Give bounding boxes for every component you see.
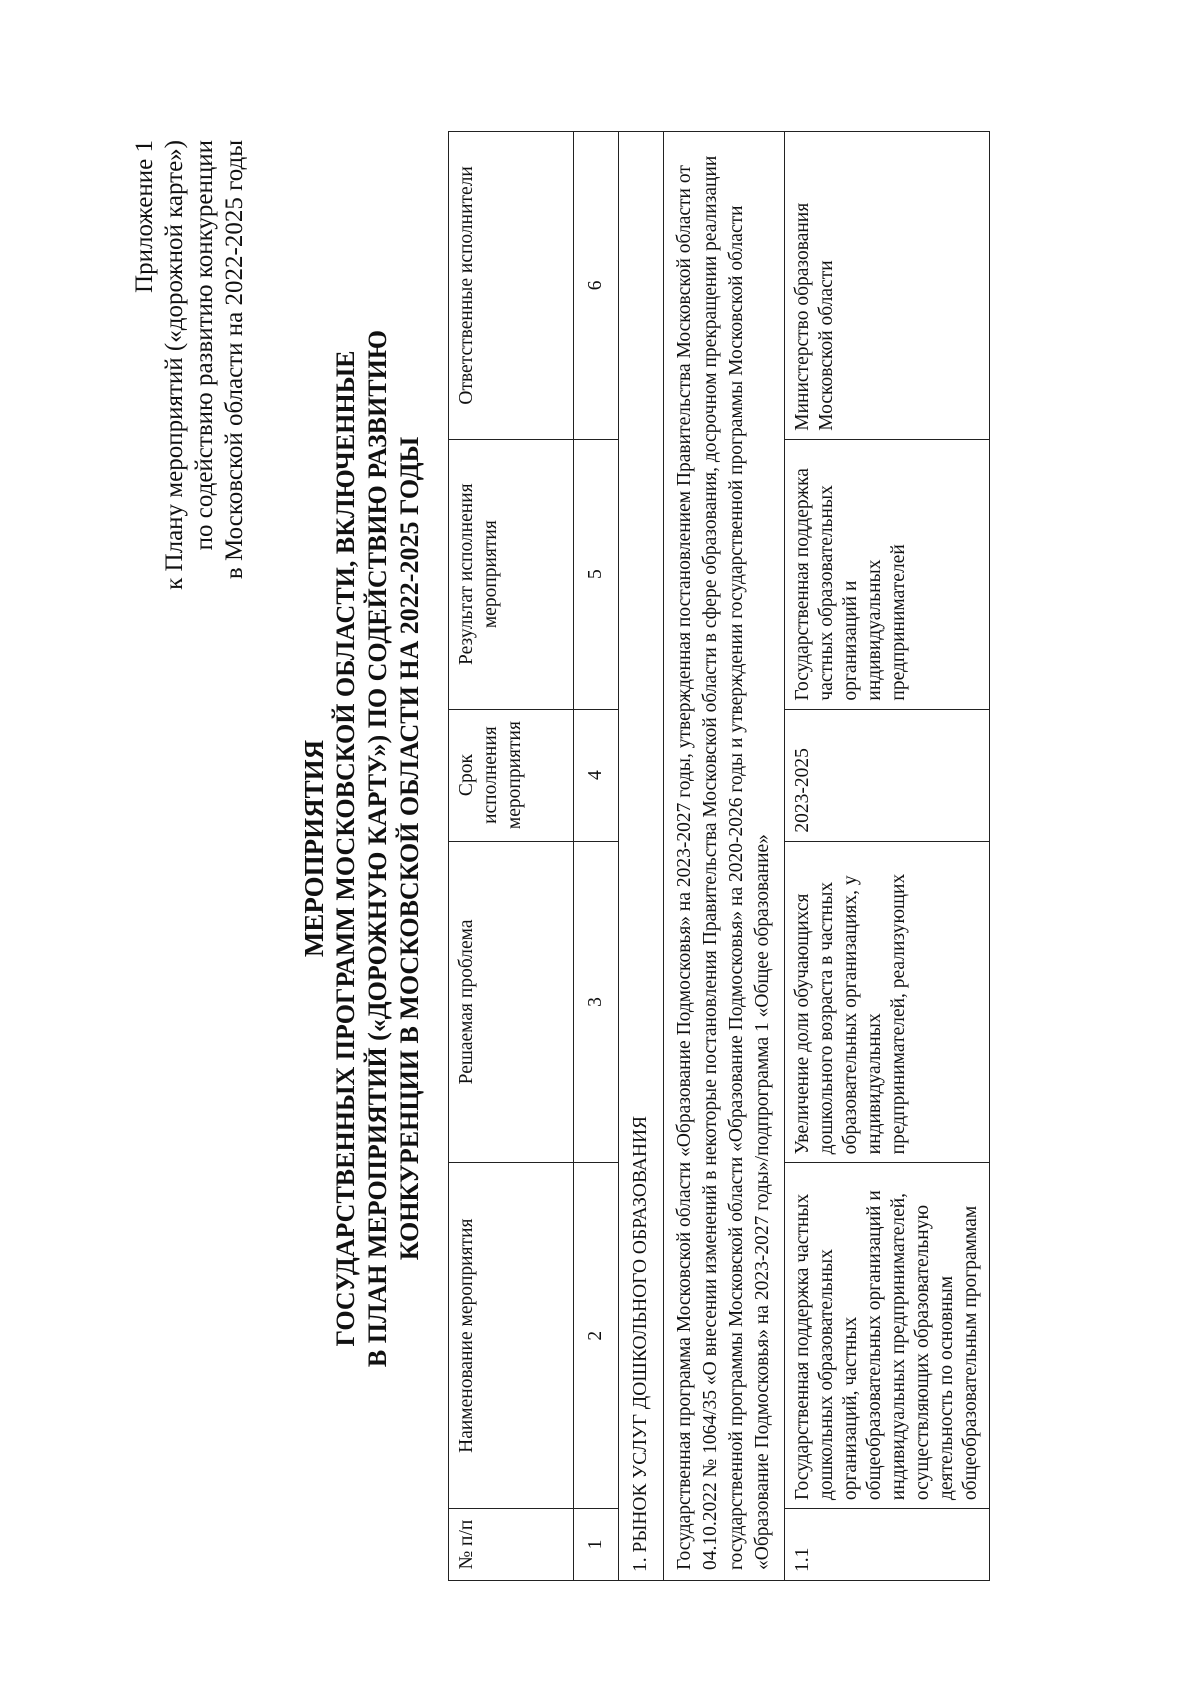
section-row — [619, 132, 664, 1581]
header-cell-result: Результат исполнения мероприятия — [449, 439, 574, 709]
table-row — [785, 132, 990, 1581]
measures-table — [448, 131, 990, 1581]
section-title: 1. РЫНОК УСЛУГ ДОШКОЛЬНОГО ОБРАЗОВАНИЯ — [619, 132, 664, 1581]
term-text: 2023-2025 — [785, 709, 990, 841]
table-header-row — [449, 132, 574, 1581]
measure-name: Государственная поддержка частных дошкольных образовательных организаций, частных общеобразовательных организаций и индивидуальных предпринимателей, осуществляющих образовательную деятельность по основным общеобразовательным программам — [785, 1163, 990, 1509]
header-cell-number: № п/п — [449, 1509, 574, 1581]
column-number: 5 — [574, 439, 619, 709]
appendix-line: Приложение 1 — [131, 140, 158, 293]
column-number: 6 — [574, 132, 619, 440]
appendix-line: к Плану мероприятий («дорожной карте») — [161, 140, 188, 590]
column-number-row — [574, 132, 619, 1581]
appendix-line: по содействию развитию конкуренции — [191, 140, 218, 551]
title-line: В ПЛАН МЕРОПРИЯТИЙ («ДОРОЖНУЮ КАРТУ») ПО СОДЕЙСТВИЮ РАЗВИТИЮ — [363, 329, 392, 1368]
document-title — [298, 0, 426, 1697]
program-row — [664, 132, 785, 1581]
title-line: КОНКУРЕНЦИИ В МОСКОВСКОЙ ОБЛАСТИ НА 2022-2025 ГОДЫ — [395, 436, 424, 1261]
row-number: 1.1 — [785, 1509, 990, 1581]
program-description: Государственная программа Московской области «Образование Подмосковья» на 2023-2027 годы, утвержденная постановлением Правительства Московской области от 04.10.2022 № 1064/35 «О внесении изменений в некоторые постановления Правительства Московской области в сфере образования, досрочном прекращении реализации государственной программы Московской области «Образование Подмосковья» на 2020-2026 годы и утверждении государственной программы Московской области «Образование Подмосковья» на 2023-2027 годы»/подпрограмма 1 «Общее образование» — [664, 132, 785, 1581]
appendix-note — [130, 140, 250, 590]
title-line: ГОСУДАРСТВЕННЫХ ПРОГРАММ МОСКОВСКОЙ ОБЛАСТИ, ВКЛЮЧЕННЫЕ — [331, 350, 360, 1347]
column-number: 1 — [574, 1509, 619, 1581]
header-cell-executor: Ответственные исполнители — [449, 132, 574, 440]
appendix-line: в Московской области на 2022-2025 годы — [221, 140, 248, 580]
header-cell-name: Наименование мероприятия — [449, 1163, 574, 1509]
header-cell-term: Срок исполнения мероприятия — [449, 709, 574, 841]
executor-text: Министерство образования Московской области — [785, 132, 990, 440]
column-number: 3 — [574, 841, 619, 1163]
column-number: 2 — [574, 1163, 619, 1509]
column-number: 4 — [574, 709, 619, 841]
header-cell-problem: Решаемая проблема — [449, 841, 574, 1163]
problem-text: Увеличение доли обучающихся дошкольного возраста в частных образовательных организациях, у индивидуальных предпринимателей, реализующих — [785, 841, 990, 1163]
title-line: МЕРОПРИЯТИЯ — [299, 739, 329, 958]
result-text: Государственная поддержка частных образовательных организаций и индивидуальных предпринимателей — [785, 439, 990, 709]
